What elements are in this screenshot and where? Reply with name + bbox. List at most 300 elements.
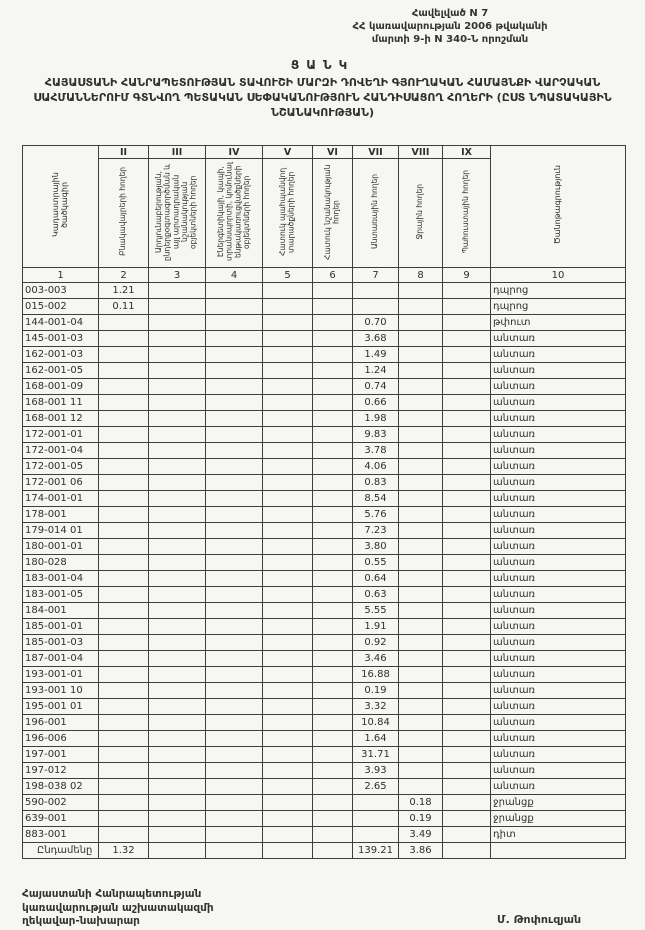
row-value-col4 xyxy=(206,539,263,555)
row-code: 185-001-01 xyxy=(23,619,99,635)
row-value-col5 xyxy=(263,651,313,667)
row-value-col5 xyxy=(263,347,313,363)
table-row xyxy=(23,683,626,699)
roman-numeral-VI: VI xyxy=(313,146,353,159)
row-value-col4 xyxy=(206,587,263,603)
row-value-col9 xyxy=(443,843,491,859)
row-note: անտառ xyxy=(491,363,626,379)
row-value-col3 xyxy=(149,811,206,827)
row-value-col5 xyxy=(263,555,313,571)
table-row xyxy=(23,347,626,363)
roman-numeral-II: II xyxy=(99,146,149,159)
row-value-col6 xyxy=(313,747,353,763)
row-value-col3 xyxy=(149,539,206,555)
row-value-col8 xyxy=(399,699,443,715)
row-value-col4 xyxy=(206,635,263,651)
row-value-col9 xyxy=(443,779,491,795)
row-value-col7: 0.19 xyxy=(353,683,399,699)
row-value-col6 xyxy=(313,811,353,827)
row-value-col2 xyxy=(99,731,149,747)
row-value-col6 xyxy=(313,635,353,651)
table-head xyxy=(23,146,626,283)
row-value-col5 xyxy=(263,699,313,715)
row-value-col6 xyxy=(313,427,353,443)
row-value-col6 xyxy=(313,331,353,347)
row-note: անտառ xyxy=(491,699,626,715)
row-value-col3 xyxy=(149,699,206,715)
row-value-col6 xyxy=(313,395,353,411)
row-value-col7: 0.63 xyxy=(353,587,399,603)
row-value-col5 xyxy=(263,619,313,635)
row-note: դիտ xyxy=(491,827,626,843)
row-note: անտառ xyxy=(491,411,626,427)
row-value-col6 xyxy=(313,651,353,667)
document-type-heading: ՑԱՆԿ xyxy=(290,58,355,72)
row-value-col5 xyxy=(263,507,313,523)
row-value-col4 xyxy=(206,475,263,491)
row-value-col6 xyxy=(313,843,353,859)
row-code: 168-001-09 xyxy=(23,379,99,395)
row-value-col9 xyxy=(443,699,491,715)
row-note: անտառ xyxy=(491,395,626,411)
row-value-col4 xyxy=(206,763,263,779)
row-value-col2 xyxy=(99,315,149,331)
table-row xyxy=(23,491,626,507)
row-note: անտառ xyxy=(491,459,626,475)
column-number-2: 2 xyxy=(99,268,149,283)
row-value-col4 xyxy=(206,667,263,683)
row-code: 883-001 xyxy=(23,827,99,843)
row-value-col3 xyxy=(149,651,206,667)
row-note: անտառ xyxy=(491,555,626,571)
row-value-col2: 1.21 xyxy=(99,283,149,299)
row-value-col8 xyxy=(399,283,443,299)
row-value-col5 xyxy=(263,299,313,315)
row-value-col7: 3.46 xyxy=(353,651,399,667)
row-value-col4 xyxy=(206,299,263,315)
row-code: 639-001 xyxy=(23,811,99,827)
row-value-col2 xyxy=(99,651,149,667)
row-value-col2 xyxy=(99,571,149,587)
row-note: անտառ xyxy=(491,651,626,667)
row-value-col7 xyxy=(353,795,399,811)
row-value-col5 xyxy=(263,715,313,731)
table-row xyxy=(23,779,626,795)
row-value-col8: 3.86 xyxy=(399,843,443,859)
row-value-col5 xyxy=(263,635,313,651)
table-row xyxy=(23,763,626,779)
roman-numeral-IV: IV xyxy=(206,146,263,159)
row-value-col5 xyxy=(263,539,313,555)
row-code: 168-001 12 xyxy=(23,411,99,427)
table-row xyxy=(23,747,626,763)
row-value-col3 xyxy=(149,379,206,395)
roman-numeral-VII: VII xyxy=(353,146,399,159)
row-value-col4 xyxy=(206,603,263,619)
col-header-note-label: Ծանոթագրություն xyxy=(553,165,563,245)
row-value-col7: 1.49 xyxy=(353,347,399,363)
row-note: անտառ xyxy=(491,731,626,747)
table-row xyxy=(23,811,626,827)
row-value-col7: 0.64 xyxy=(353,571,399,587)
column-number-8: 8 xyxy=(399,268,443,283)
row-code: 197-012 xyxy=(23,763,99,779)
row-code: 196-006 xyxy=(23,731,99,747)
table-body xyxy=(23,283,626,859)
row-value-col4 xyxy=(206,715,263,731)
row-value-col9 xyxy=(443,379,491,395)
row-code: 183-001-04 xyxy=(23,571,99,587)
row-value-col9 xyxy=(443,411,491,427)
row-value-col4 xyxy=(206,507,263,523)
row-value-col9 xyxy=(443,523,491,539)
row-value-col8 xyxy=(399,299,443,315)
appendix-line-3: մարտի 9-ի N 340-Ն որոշման xyxy=(371,34,529,45)
row-value-col8 xyxy=(399,379,443,395)
table-row xyxy=(23,603,626,619)
row-value-col2 xyxy=(99,699,149,715)
row-code: 172-001-05 xyxy=(23,459,99,475)
row-code: 145-001-03 xyxy=(23,331,99,347)
row-value-col5 xyxy=(263,523,313,539)
row-value-col3 xyxy=(149,715,206,731)
row-value-col6 xyxy=(313,667,353,683)
row-value-col6 xyxy=(313,299,353,315)
row-value-col8: 0.19 xyxy=(399,811,443,827)
col-header-protected-lands-label: Հատուկ պահպանվող տարածքների հողեր xyxy=(277,167,296,256)
row-value-col2 xyxy=(99,603,149,619)
row-value-col2 xyxy=(99,635,149,651)
row-code: 180-028 xyxy=(23,555,99,571)
table-row xyxy=(23,411,626,427)
row-value-col8 xyxy=(399,619,443,635)
row-value-col2 xyxy=(99,587,149,603)
row-value-col8 xyxy=(399,715,443,731)
row-code: 184-001 xyxy=(23,603,99,619)
column-number-7: 7 xyxy=(353,268,399,283)
table-row xyxy=(23,299,626,315)
row-value-col3 xyxy=(149,283,206,299)
row-code: 187-001-04 xyxy=(23,651,99,667)
roman-numeral-V: V xyxy=(263,146,313,159)
row-note: ջրանցք xyxy=(491,811,626,827)
row-value-col4 xyxy=(206,395,263,411)
row-value-col7: 0.92 xyxy=(353,635,399,651)
row-value-col2 xyxy=(99,555,149,571)
row-value-col6 xyxy=(313,779,353,795)
row-value-col9 xyxy=(443,667,491,683)
row-value-col5 xyxy=(263,795,313,811)
row-value-col2 xyxy=(99,763,149,779)
roman-numeral-IX: IX xyxy=(443,146,491,159)
row-value-col8 xyxy=(399,555,443,571)
row-value-col7: 0.74 xyxy=(353,379,399,395)
row-value-col8 xyxy=(399,651,443,667)
row-value-col2 xyxy=(99,811,149,827)
row-value-col4 xyxy=(206,459,263,475)
row-value-col8 xyxy=(399,779,443,795)
row-value-col7: 3.78 xyxy=(353,443,399,459)
row-value-col2 xyxy=(99,747,149,763)
row-value-col3 xyxy=(149,411,206,427)
row-value-col9 xyxy=(443,747,491,763)
row-value-col5 xyxy=(263,395,313,411)
row-note: անտառ xyxy=(491,427,626,443)
table-row xyxy=(23,507,626,523)
row-value-col7: 139.21 xyxy=(353,843,399,859)
table-row xyxy=(23,731,626,747)
row-value-col4 xyxy=(206,571,263,587)
row-value-col8 xyxy=(399,363,443,379)
row-value-col6 xyxy=(313,619,353,635)
row-code: 185-001-03 xyxy=(23,635,99,651)
row-value-col3 xyxy=(149,747,206,763)
row-value-col9 xyxy=(443,443,491,459)
row-value-col3 xyxy=(149,315,206,331)
row-value-col8 xyxy=(399,603,443,619)
row-value-col6 xyxy=(313,347,353,363)
table-row xyxy=(23,395,626,411)
table-row xyxy=(23,651,626,667)
row-code: 193-001-01 xyxy=(23,667,99,683)
row-value-col5 xyxy=(263,587,313,603)
column-number-6: 6 xyxy=(313,268,353,283)
table-row xyxy=(23,619,626,635)
row-value-col3 xyxy=(149,507,206,523)
row-value-col4 xyxy=(206,283,263,299)
row-value-col2 xyxy=(99,411,149,427)
row-note: թփուտ xyxy=(491,315,626,331)
row-value-col7: 9.83 xyxy=(353,427,399,443)
row-value-col9 xyxy=(443,555,491,571)
col-header-cadastral-code xyxy=(23,146,99,268)
row-value-col6 xyxy=(313,523,353,539)
row-value-col7: 1.98 xyxy=(353,411,399,427)
row-value-col3 xyxy=(149,667,206,683)
signatory-title xyxy=(22,888,352,929)
table-row xyxy=(23,459,626,475)
row-value-col5 xyxy=(263,779,313,795)
row-value-col5 xyxy=(263,827,313,843)
row-value-col7: 4.06 xyxy=(353,459,399,475)
table-row xyxy=(23,379,626,395)
row-note xyxy=(491,843,626,859)
row-value-col8 xyxy=(399,523,443,539)
row-code: 172-001-01 xyxy=(23,427,99,443)
table-row xyxy=(23,283,626,299)
row-value-col8 xyxy=(399,491,443,507)
row-note: անտառ xyxy=(491,635,626,651)
appendix-line-1: Հավելված N 7 xyxy=(411,8,489,19)
table-row xyxy=(23,443,626,459)
row-value-col5 xyxy=(263,731,313,747)
row-value-col3 xyxy=(149,491,206,507)
row-note: ջրանցք xyxy=(491,795,626,811)
row-value-col4 xyxy=(206,315,263,331)
row-value-col7: 1.64 xyxy=(353,731,399,747)
row-value-col3 xyxy=(149,475,206,491)
row-value-col7: 8.54 xyxy=(353,491,399,507)
row-value-col4 xyxy=(206,331,263,347)
col-header-industrial-lands xyxy=(149,159,206,268)
column-number-3: 3 xyxy=(149,268,206,283)
col-header-protected-lands xyxy=(263,159,313,268)
row-value-col2 xyxy=(99,395,149,411)
row-value-col5 xyxy=(263,571,313,587)
row-value-col4 xyxy=(206,827,263,843)
row-value-col3 xyxy=(149,763,206,779)
row-value-col6 xyxy=(313,475,353,491)
row-value-col2 xyxy=(99,379,149,395)
row-value-col2 xyxy=(99,779,149,795)
row-value-col5 xyxy=(263,459,313,475)
row-value-col5 xyxy=(263,667,313,683)
row-value-col9 xyxy=(443,603,491,619)
row-code: 003-003 xyxy=(23,283,99,299)
row-code: 179-014 01 xyxy=(23,523,99,539)
row-value-col7 xyxy=(353,299,399,315)
col-header-infrastructure-lands xyxy=(206,159,263,268)
row-value-col9 xyxy=(443,619,491,635)
header-numbers-row xyxy=(23,268,626,283)
row-value-col5 xyxy=(263,747,313,763)
table-row xyxy=(23,539,626,555)
row-value-col9 xyxy=(443,715,491,731)
row-value-col9 xyxy=(443,811,491,827)
row-value-col2 xyxy=(99,667,149,683)
row-value-col4 xyxy=(206,491,263,507)
row-value-col5 xyxy=(263,379,313,395)
row-value-col7: 1.24 xyxy=(353,363,399,379)
table-row xyxy=(23,715,626,731)
row-value-col3 xyxy=(149,427,206,443)
row-value-col3 xyxy=(149,603,206,619)
row-value-col8 xyxy=(399,395,443,411)
row-value-col2 xyxy=(99,683,149,699)
row-value-col6 xyxy=(313,827,353,843)
row-value-col7: 3.68 xyxy=(353,331,399,347)
row-value-col6 xyxy=(313,459,353,475)
row-value-col6 xyxy=(313,795,353,811)
col-header-special-purpose-lands-label: Հատուկ նշանակության հողեր xyxy=(322,163,341,260)
row-value-col8 xyxy=(399,315,443,331)
row-value-col6 xyxy=(313,507,353,523)
row-value-col7 xyxy=(353,283,399,299)
row-value-col9 xyxy=(443,491,491,507)
row-code: 197-001 xyxy=(23,747,99,763)
row-note: անտառ xyxy=(491,491,626,507)
row-note: անտառ xyxy=(491,443,626,459)
row-value-col5 xyxy=(263,811,313,827)
table-row xyxy=(23,523,626,539)
row-value-col6 xyxy=(313,539,353,555)
column-number-9: 9 xyxy=(443,268,491,283)
row-value-col5 xyxy=(263,843,313,859)
row-value-col7: 3.80 xyxy=(353,539,399,555)
signatory-line-2: կառավարության աշխատակազմի xyxy=(22,901,214,914)
row-value-col3 xyxy=(149,635,206,651)
row-value-col8 xyxy=(399,587,443,603)
row-value-col8 xyxy=(399,427,443,443)
row-value-col7: 0.55 xyxy=(353,555,399,571)
row-value-col8 xyxy=(399,747,443,763)
row-note: դպրոց xyxy=(491,283,626,299)
row-value-col5 xyxy=(263,411,313,427)
row-value-col8 xyxy=(399,459,443,475)
row-code: 168-001 11 xyxy=(23,395,99,411)
row-value-col9 xyxy=(443,571,491,587)
row-value-col6 xyxy=(313,699,353,715)
col-header-water-lands xyxy=(399,159,443,268)
row-value-col8 xyxy=(399,443,443,459)
row-value-col8 xyxy=(399,539,443,555)
row-value-col2 xyxy=(99,795,149,811)
row-code: 162-001-03 xyxy=(23,347,99,363)
col-header-infrastructure-lands-label: Էներգետիկայի, կապի, տրանսպորտի, կոմունալ ենթակառուցվածքների օբյեկտների հողեր xyxy=(215,162,251,261)
column-number-1: 1 xyxy=(23,268,99,283)
row-value-col9 xyxy=(443,539,491,555)
row-value-col2: 0.11 xyxy=(99,299,149,315)
row-note: անտառ xyxy=(491,763,626,779)
signatory-line-3: ղեկավար-նախարար xyxy=(22,915,140,928)
row-value-col4 xyxy=(206,811,263,827)
row-value-col7: 0.70 xyxy=(353,315,399,331)
row-value-col6 xyxy=(313,763,353,779)
row-value-col8 xyxy=(399,571,443,587)
row-value-col9 xyxy=(443,651,491,667)
row-value-col8 xyxy=(399,411,443,427)
row-value-col3 xyxy=(149,731,206,747)
row-value-col3 xyxy=(149,331,206,347)
row-value-col8 xyxy=(399,331,443,347)
roman-numeral-III: III xyxy=(149,146,206,159)
row-value-col7: 31.71 xyxy=(353,747,399,763)
row-note: անտառ xyxy=(491,507,626,523)
row-value-col5 xyxy=(263,683,313,699)
row-value-col2 xyxy=(99,459,149,475)
row-value-col8 xyxy=(399,667,443,683)
table-row xyxy=(23,571,626,587)
row-note: անտառ xyxy=(491,619,626,635)
row-value-col5 xyxy=(263,603,313,619)
row-note: անտառ xyxy=(491,747,626,763)
row-value-col9 xyxy=(443,587,491,603)
row-value-col9 xyxy=(443,475,491,491)
row-value-col4 xyxy=(206,379,263,395)
table-row xyxy=(23,363,626,379)
row-value-col8 xyxy=(399,731,443,747)
row-value-col8 xyxy=(399,763,443,779)
row-value-col3 xyxy=(149,347,206,363)
row-value-col5 xyxy=(263,283,313,299)
row-note: անտառ xyxy=(491,779,626,795)
col-header-water-lands-label: Ջրային հողեր xyxy=(415,183,425,240)
row-note: անտառ xyxy=(491,331,626,347)
row-note: անտառ xyxy=(491,667,626,683)
row-code: 172-001 06 xyxy=(23,475,99,491)
row-value-col8 xyxy=(399,507,443,523)
col-header-cadastral-code-label: Կադաստրային ծածկագիր xyxy=(51,172,70,238)
row-value-col9 xyxy=(443,331,491,347)
row-value-col9 xyxy=(443,795,491,811)
col-header-forest-lands xyxy=(353,159,399,268)
row-value-col2 xyxy=(99,363,149,379)
row-value-col9 xyxy=(443,827,491,843)
row-value-col8: 0.18 xyxy=(399,795,443,811)
row-value-col3 xyxy=(149,523,206,539)
row-value-col4 xyxy=(206,427,263,443)
appendix-line-2: ՀՀ կառավարության 2006 թվականի xyxy=(352,21,548,32)
